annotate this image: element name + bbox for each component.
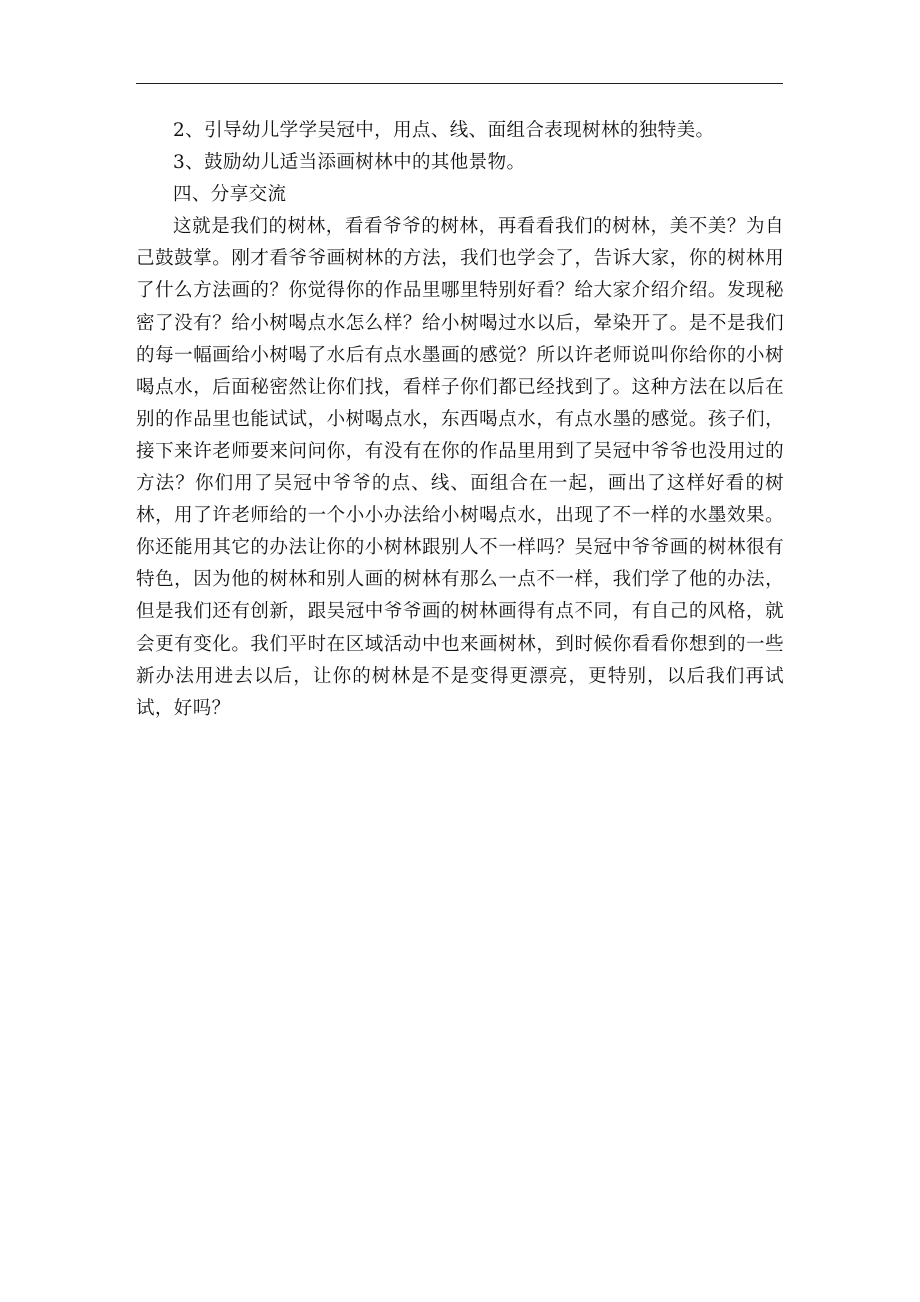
section-heading: 四、分享交流 [173,184,287,206]
document-body [136,115,784,725]
header-rule [136,83,783,84]
body-paragraph: 这就是我们的树林，看看爷爷的树林，再看看我们的树林，美不美？为自己鼓鼓掌。刚才看爷爷画树林的方法，我们也学会了，告诉大家，你的树林用了什么方法画的？你觉得你的作品里哪里特别好看？给大家介绍介绍。发现秘密了没有？给小树喝点水怎么样？给小树喝过水以后，晕染开了。是不是我们的每一幅画给小树喝了水后有点水墨画的感觉？所以许老师说叫你给你的小树喝点水，后面秘密然让你们找，看样子你们都已经找到了。这种方法在以后在别的作品里也能试试，小树喝点水，东西喝点水，有点水墨的感觉。孩子们，接下来许老师要来问问你，有没有在你的作品里用到了吴冠中爷爷也没用过的方法？你们用了吴冠中爷爷的点、线、面组合在一起，画出了这样好看的树林，用了许老师给的一个小小办法给小树喝点水，出现了不一样的水墨效果。你还能用其它的办法让你的小树林跟别人不一样吗？吴冠中爷爷画的树林很有特色，因为他的树林和别人画的树林有那么一点不一样，我们学了他的办法，但是我们还有创新，跟吴冠中爷爷画的树林画得有点不同，有自己的风格，就会更有变化。我们平时在区域活动中也来画树林，到时候你看看你想到的一些新办法用进去以后，让你的树林是不是变得更漂亮，更特别，以后我们再试试，好吗？ [136,216,784,719]
list-item-2: 2、引导幼儿学学吴冠中，用点、线、面组合表现树林的独特美。 [173,120,715,141]
list-item-3: 3、鼓励幼儿适当添画树林中的其他景物。 [173,152,526,174]
